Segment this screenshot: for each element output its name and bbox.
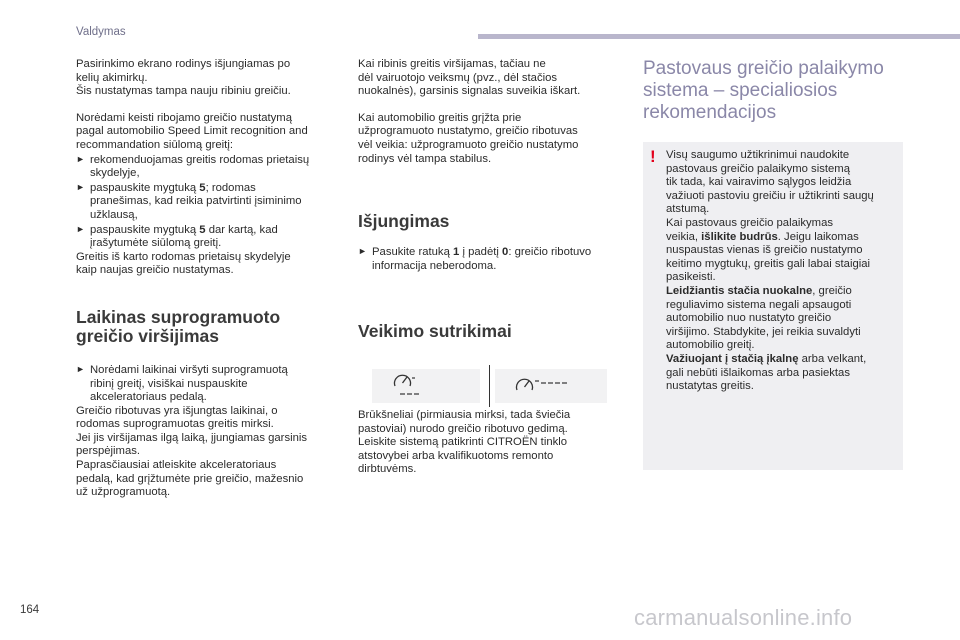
section-header: Valdymas — [76, 26, 126, 38]
column-left — [76, 58, 341, 500]
list-item: ► Norėdami laikinai viršyti suprogramuotą ribinį greitį, visiškai nuspauskite akceleratoriaus pedalą. — [76, 363, 288, 404]
triangle-bullet-icon: ► — [76, 153, 85, 164]
indicator-panel-left — [372, 369, 480, 403]
list-item: ► paspauskite mygtuką 5; rodomas pranešimas, kad reikia patvirtinti įsiminimo užklausą, — [76, 181, 302, 221]
indicator-panel-right — [495, 369, 607, 403]
section-heading: Laikinas suprogramuoto greičio viršijimas — [76, 306, 281, 346]
section-heading: Išjungimas — [358, 211, 450, 232]
watermark: carmanualsonline.info — [634, 605, 853, 630]
triangle-bullet-icon: ► — [358, 246, 367, 257]
triangle-bullet-icon: ► — [76, 223, 85, 234]
paragraph: Greitis iš karto rodomas prietaisų skydelyje kaip naujas greičio nustatymas. — [76, 250, 291, 277]
speed-limiter-dashes-icon — [372, 369, 480, 403]
paragraph: Pasirinkimo ekrano rodinys išjungiamas po kelių akimirkų. Šis nustatymas tampa nauju ribiniu greičiu. — [76, 58, 291, 98]
triangle-bullet-icon: ► — [76, 181, 85, 192]
paragraph: Greičio ribotuvas yra išjungtas laikinai, o rodomas suprogramuotas greitis mirksi. Jei jis viršijamas ilgą laiką, įjungiamas garsinis perspėjimas. Paprasčiausiai atleiskite akceleratoriaus pedalą, kad grįžtumėte prie greičio, mažesnio už užprogramuotą. — [76, 404, 308, 499]
list-item: ► paspauskite mygtuką 5 dar kartą, kad įrašytumėte siūlomą greitį. — [76, 223, 278, 250]
warning-text: Visų saugumo užtikrinimui naudokite pastovaus greičio palaikymo sistemą tik tada, kai vairavimo sąlygos leidžia važiuoti pastoviu greičiu ir užtikrinti saugų atstumą. Kai pastovaus greičio palaikymas veikia, išlikite budrūs. Jeigu laikomas nuspaustas vienas iš greičio nustatymo keitimo mygtukų, greitis gali labai staigiai pasikeisti. Leidžiantis stačia nuokalne, greičio reguliavimo sistema negali apsaugoti automobilio nuo nustatyto greičio viršijimo. Stabdykite, jei reikia suvaldyti automobilio greitį. Važiuojant į stačią įkalnę arba velkant, gali nebūti išlaikomas arba pasiektas nustatytas greitis. — [666, 149, 874, 393]
list-item: ► Pasukite ratuką 1 į padėtį 0: greičio ribotuvo informacija neberodoma. — [358, 246, 592, 272]
column-right — [643, 58, 905, 124]
malfunction-text — [358, 409, 623, 477]
paragraph: Brūkšneliai (pirmiausia mirksi, tada šviečia pastoviai) nurodo greičio ribotuvo gedimą. Leiskite sistemą patikrinti CITROËN tinklo atstovybei arba kvalifikuotoms remonto dirbtuvėms. — [358, 409, 571, 476]
column-middle — [358, 58, 623, 341]
warning-exclamation-icon: ! — [650, 147, 656, 166]
paragraph: Kai automobilio greitis grįžta prie užprogramuoto nustatymo, greičio ribotuvas vėl veikia: užprogramuoto greičio nustatymo rodinys vėl tampa stabilus. — [358, 111, 579, 165]
section-heading: Pastovaus greičio palaikymo sistema – specialiosios rekomendacijos — [643, 58, 884, 123]
section-heading: Veikimo sutrikimai — [358, 321, 512, 342]
page-number: 164 — [20, 604, 40, 616]
paragraph: Norėdami keisti ribojamo greičio nustatymą pagal automobilio Speed Limit recognition and recommandation siūlomą greitį: — [76, 111, 308, 151]
cruise-control-dashes-icon — [495, 369, 607, 403]
header-bar — [478, 34, 960, 39]
triangle-bullet-icon: ► — [76, 363, 85, 374]
paragraph: Kai ribinis greitis viršijamas, tačiau ne dėl vairuotojo veiksmų (pvz., dėl stačios nuokalnės), garsinis signalas suveikia iškart. — [358, 58, 581, 98]
list-item: ► rekomenduojamas greitis rodomas prietaisų skydelyje, — [76, 153, 310, 180]
divider — [489, 365, 490, 407]
